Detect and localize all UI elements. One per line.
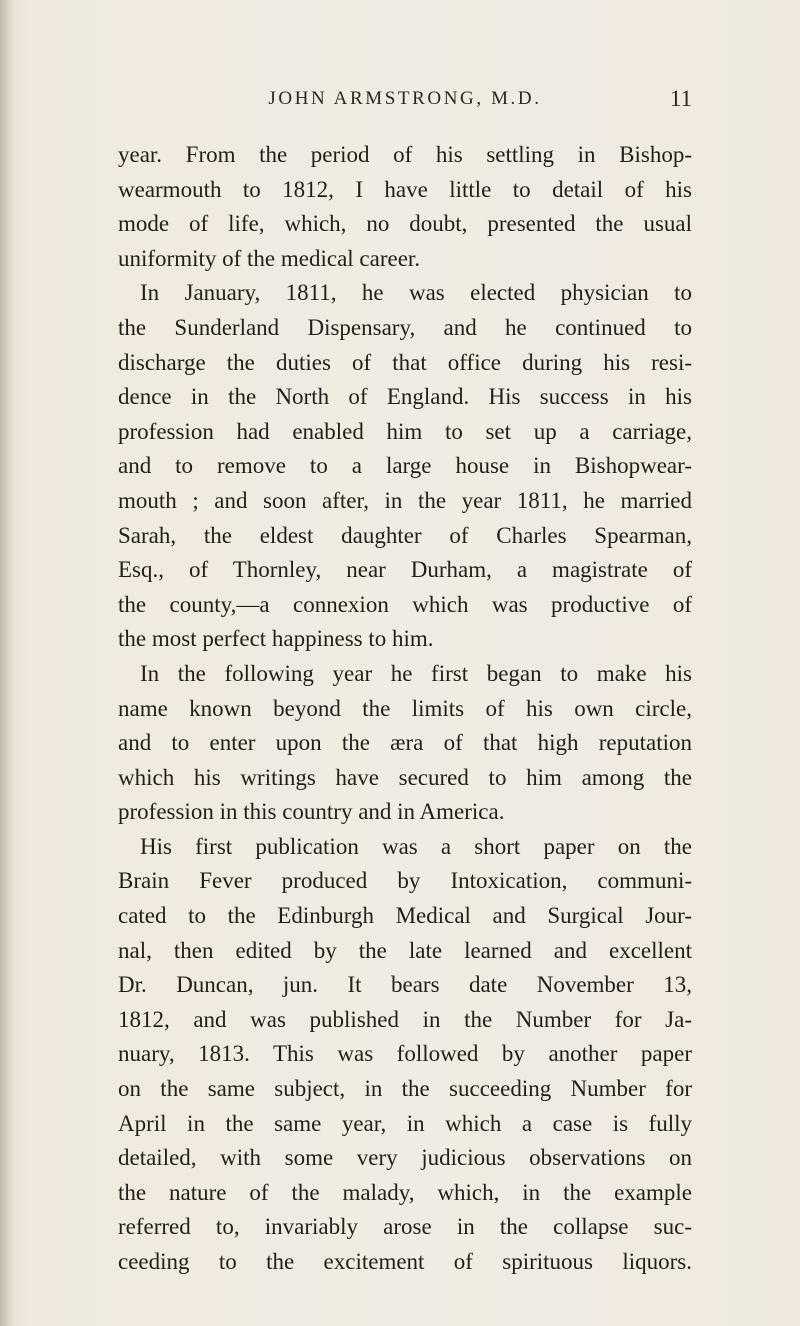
running-title: JOHN ARMSTRONG, M.D. [268, 88, 542, 109]
text-line: April in the same year, in which a case is fully [118, 1110, 692, 1136]
page-number: 11 [669, 86, 692, 111]
text-line: cated to the Edinburgh Medical and Surgical Jour- [118, 903, 692, 929]
text-line: and to enter upon the æra of that high reputation [118, 730, 692, 756]
text-line: mouth ; and soon after, in the year 1811, he married [118, 487, 692, 513]
text-line: discharge the duties of that office during his resi- [118, 349, 692, 375]
text-line: ceeding to the excitement of spirituous liquors. [118, 1249, 692, 1274]
text-line: detailed, with some very judicious observations on [118, 1145, 692, 1171]
text-line: 1812, and was published in the Number for Ja- [118, 1006, 692, 1032]
body-text [118, 138, 692, 1280]
text-line: nuary, 1813. This was followed by another paper [118, 1041, 692, 1067]
text-line: the most perfect happiness to him. [118, 626, 434, 652]
text-line: Esq., of Thornley, near Durham, a magistrate of [118, 557, 692, 583]
text-line: wearmouth to 1812, I have little to detail of his [118, 176, 692, 202]
text-line: referred to, invariably arose in the collapse suc- [118, 1214, 692, 1240]
text-line: In January, 1811, he was elected physician to [140, 280, 692, 306]
text-line: and to remove to a large house in Bishopwear- [118, 453, 692, 479]
text-line: Brain Fever produced by Intoxication, communi- [118, 868, 692, 894]
text-line: the nature of the malady, which, in the example [118, 1179, 692, 1205]
text-line: Sarah, the eldest daughter of Charles Spearman, [118, 522, 692, 548]
text-line: nal, then edited by the late learned and excellent [118, 937, 692, 963]
text-line: Dr. Duncan, jun. It bears date November 13, [118, 972, 692, 998]
text-line: profession had enabled him to set up a carriage, [118, 418, 692, 444]
text-line: In the following year he first began to make his [140, 660, 692, 686]
text-line: uniformity of the medical career. [118, 245, 421, 271]
text-line: the Sunderland Dispensary, and he continued to [118, 314, 692, 340]
text-line: name known beyond the limits of his own circle, [118, 695, 692, 721]
running-head [118, 88, 692, 118]
binding-gutter-shadow [0, 0, 14, 1326]
text-line: which his writings have secured to him among the [118, 764, 692, 790]
text-line: dence in the North of England. His success in his [118, 384, 692, 410]
text-line: His first publication was a short paper on the [140, 833, 692, 859]
text-line: profession in this country and in America. [118, 799, 505, 825]
text-line: on the same subject, in the succeeding Number for [118, 1076, 692, 1102]
text-line: the county,—a connexion which was productive of [118, 591, 692, 617]
text-line: year. From the period of his settling in Bishop- [118, 142, 692, 167]
text-line: mode of life, which, no doubt, presented the usual [118, 211, 692, 237]
